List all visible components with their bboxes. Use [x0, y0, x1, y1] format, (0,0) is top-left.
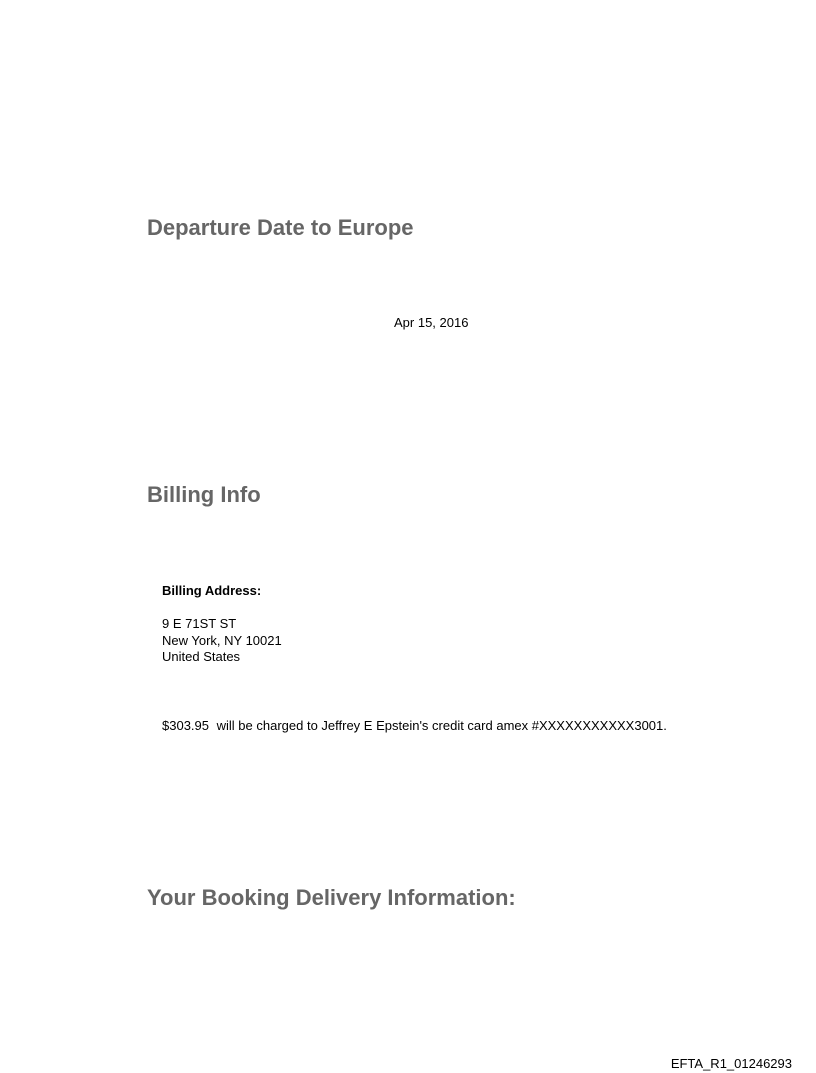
address-city-state-zip: New York, NY 10021 — [162, 632, 282, 648]
charge-text: will be charged to Jeffrey E Epstein's credit card amex #XXXXXXXXXXX3001. — [216, 718, 667, 733]
billing-heading: Billing Info — [147, 482, 261, 507]
address-country: United States — [162, 649, 241, 664]
delivery-heading: Your Booking Delivery Information: — [147, 885, 516, 910]
charge-amount: $303.95 — [162, 718, 209, 733]
bates-number: EFTA_R1_01246293 — [670, 1056, 792, 1071]
billing-address — [162, 616, 282, 666]
billing-address-label: Billing Address: — [162, 583, 262, 598]
departure-heading: Departure Date to Europe — [147, 215, 414, 240]
address-street: 9 E 71ST ST — [162, 616, 237, 631]
departure-date: Apr 15, 2016 — [394, 315, 469, 330]
charge-statement — [162, 718, 667, 733]
